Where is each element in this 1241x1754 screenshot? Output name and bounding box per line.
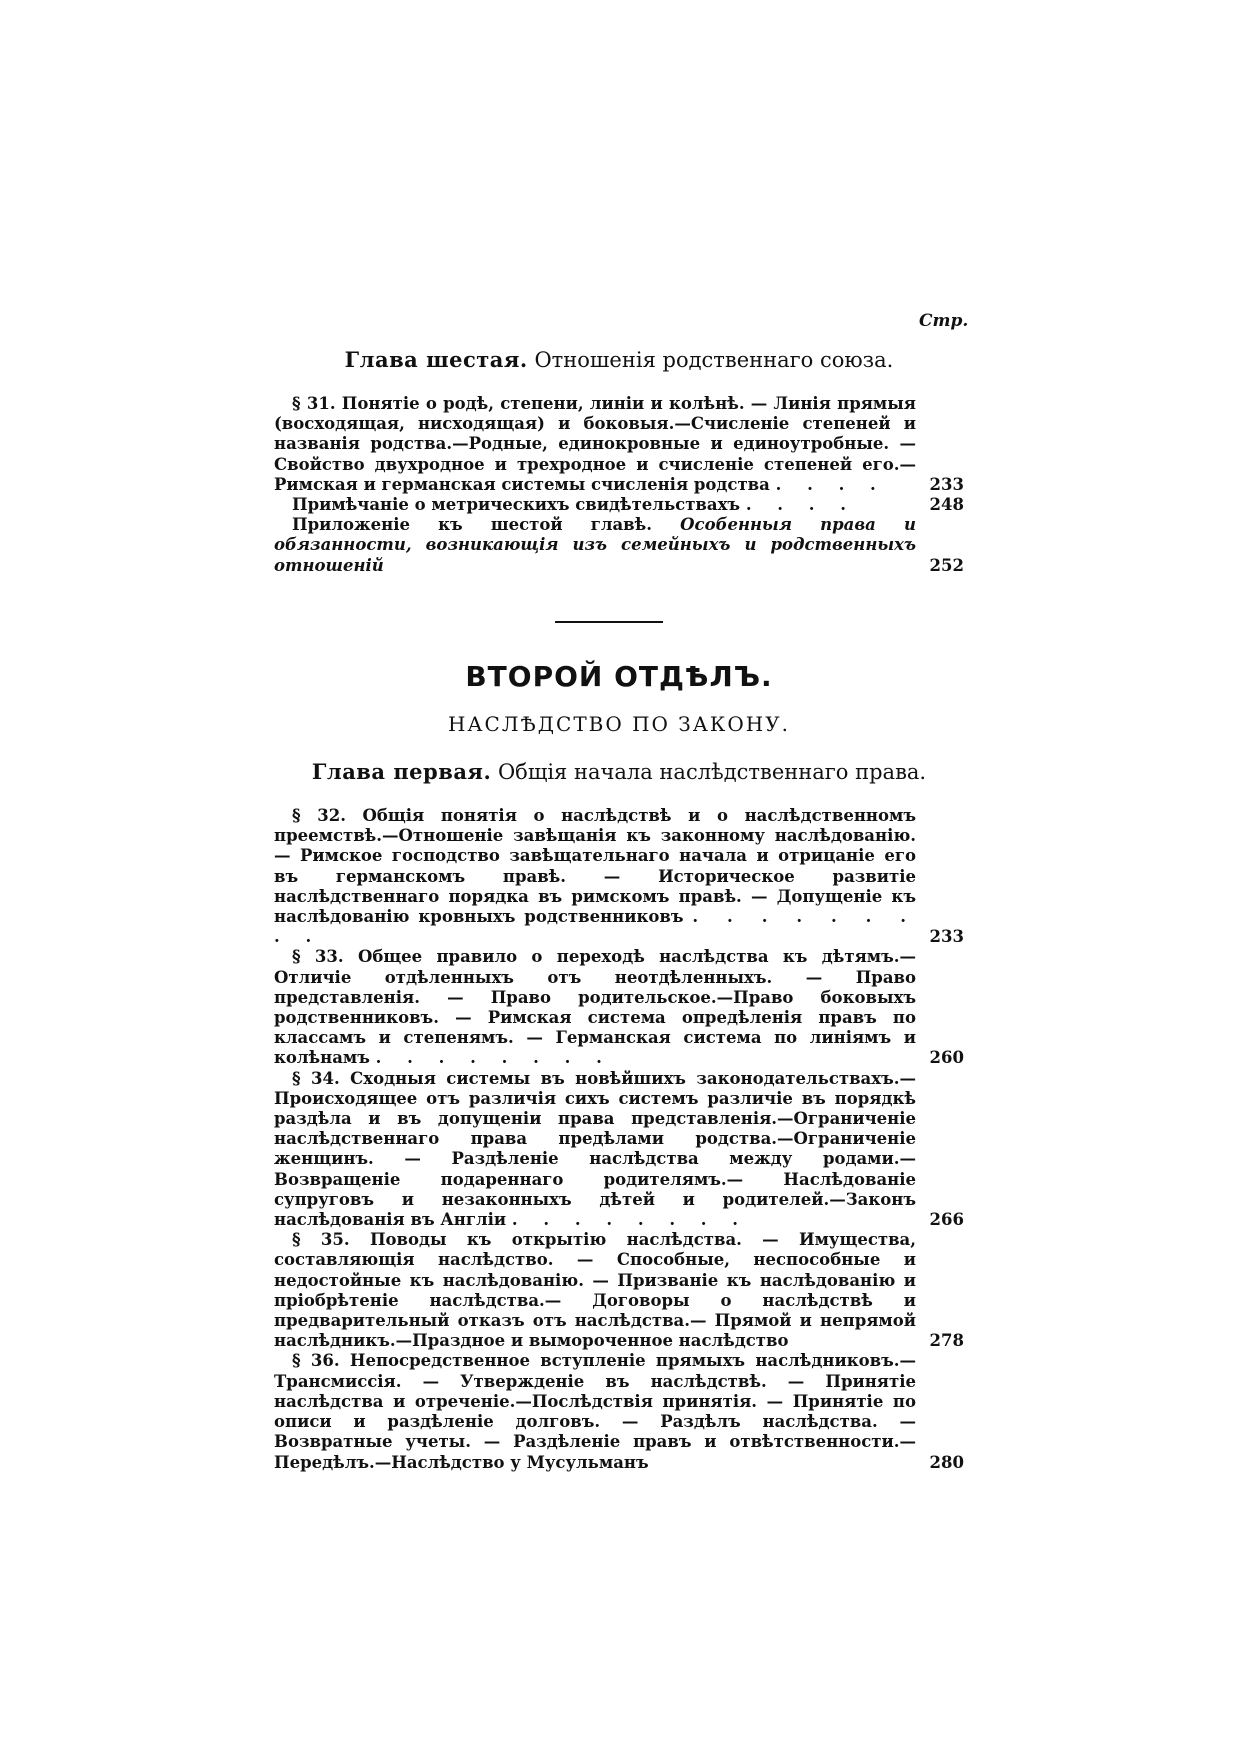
- toc-entry-page: 260: [929, 1048, 964, 1068]
- toc-entry-page: 266: [929, 1210, 964, 1230]
- chapter6-heading-rest: Отношенія родственнаго союза.: [534, 348, 894, 372]
- toc-entry: § 33. Общее правило о переходѣ наслѣдства къ дѣтямъ.—Отличіе отдѣленныхъ отъ неотдѣленныхъ. — Право представленія. — Право родительское.—Право боковыхъ родственниковъ. — Римская система опредѣленія правъ по классамъ и степенямъ. — Германская система по линіямъ и колѣнамъ . . . . . . . . 260: [274, 947, 964, 1068]
- toc-entry-text: Примѣчаніе о метрическихъ свидѣтельствахъ: [292, 495, 741, 515]
- toc-entry: Примѣчаніе о метрическихъ свидѣтельствахъ . . . . 248: [292, 495, 964, 515]
- toc-entry-page: 278: [929, 1331, 964, 1351]
- toc-entry-italic: Особенныя права и обязанности, возникающія изъ семейныхъ и родственныхъ отношеній: [274, 515, 917, 575]
- page-column-label: Стр.: [919, 311, 969, 331]
- toc-entry-page: 248: [929, 495, 964, 515]
- chapter6-entries: [274, 394, 964, 576]
- toc-entry-text: § 32. Общія понятія о наслѣдствѣ и о наслѣдственномъ преемствѣ.—Отношеніе завѣщанія къ законному наслѣдованію. — Римское господство завѣщательнаго начала и отрицаніе его въ германскомъ правѣ. — Историческое развитіе наслѣдственнаго порядка въ римскомъ правѣ. — Допущеніе къ наслѣдованію кровныхъ родственниковъ: [274, 806, 916, 927]
- toc-entry: § 32. Общія понятія о наслѣдствѣ и о наслѣдственномъ преемствѣ.—Отношеніе завѣщанія къ законному наслѣдованію. — Римское господство завѣщательнаго начала и отрицаніе его въ германскомъ правѣ. — Историческое развитіе наслѣдственнаго порядка въ римскомъ правѣ. — Допущеніе къ наслѣдованію кровныхъ родственниковъ . . . . . . . . . 233: [274, 806, 964, 947]
- toc-entry: [274, 1230, 964, 1351]
- toc-entry-text: § 35. Поводы къ открытію наслѣдства. — Имущества, составляющія наслѣдство. — Способные, неспособные и недостойные къ наслѣдованію. — Призваніе къ наслѣдованію и пріобрѣтеніе наслѣдства.— Договоры о наслѣдствѣ и предварительный отказъ отъ наслѣдства.— Прямой и непрямой наслѣдникъ.—Праздное и вымороченное наслѣдство: [274, 1230, 916, 1351]
- toc-entry: § 34. Сходныя системы въ новѣйшихъ законодательствахъ.—Происходящее отъ различія сихъ системъ различіе въ порядкѣ раздѣла и въ допущеніи права представленія.—Ограниченіе наслѣдственнаго права предѣлами родства.—Ограниченіе женщинъ. — Раздѣленіе наслѣдства между родами.—Возвращеніе подареннаго родителямъ.— Наслѣдованіе супруговъ и незаконныхъ дѣтей и родителей.—Законъ наслѣдованія въ Англіи . . . . . . . . 266: [274, 1068, 964, 1230]
- chapter6-heading-bold: Глава шестая.: [344, 347, 528, 372]
- toc-entry-page: 233: [929, 927, 964, 947]
- toc-entry-text: § 31. Понятіе о родѣ, степени, линіи и колѣнѣ. — Линія прямыя (восходящая, нисходящая) и боковыя.—Счисленіе степеней и названія родства.—Родные, единокровные и единоутробные. — Свойство двухродное и трехродное и счисленіе степеней его.—Римская и германская системы счисленія родства: [274, 394, 916, 494]
- toc-entry: [274, 515, 964, 576]
- section2-title: ВТОРОЙ ОТДѢЛЪ.: [465, 660, 773, 693]
- chapter1-heading-rest: Общія начала наслѣдственнаго права.: [497, 760, 927, 784]
- toc-entry-text: § 34. Сходныя системы въ новѣйшихъ законодательствахъ.—Происходящее отъ различія сихъ системъ различіе въ порядкѣ раздѣла и въ допущеніи права представленія.—Ограниченіе наслѣдственнаго права предѣлами родства.—Ограниченіе женщинъ. — Раздѣленіе наслѣдства между родами.—Возвращеніе подареннаго родителямъ.— Наслѣдованіе супруговъ и незаконныхъ дѣтей и родителей.—Законъ наслѣдованія въ Англіи: [274, 1068, 916, 1230]
- section-divider: [555, 621, 663, 623]
- chapter1-heading: [274, 758, 964, 786]
- toc-entry-page: 252: [929, 555, 964, 575]
- toc-entry: [274, 1351, 964, 1472]
- toc-entry-text: Приложеніе къ шестой главѣ.: [292, 515, 652, 535]
- chapter6-heading: [274, 346, 964, 374]
- section2-subtitle: НАСЛѢДСТВО ПО ЗАКОНУ.: [447, 712, 791, 736]
- toc-entry: § 31. Понятіе о родѣ, степени, линіи и колѣнѣ. — Линія прямыя (восходящая, нисходящая) и боковыя.—Счисленіе степеней и названія родства.—Родные, единокровные и единоутробные. — Свойство двухродное и трехродное и счисленіе степеней его.—Римская и германская системы счисленія родства . . . . 233: [274, 394, 964, 494]
- toc-entry-page: 280: [929, 1452, 964, 1472]
- toc-entry-text: § 33. Общее правило о переходѣ наслѣдства къ дѣтямъ.—Отличіе отдѣленныхъ отъ неотдѣленныхъ. — Право представленія. — Право родительское.—Право боковыхъ родственниковъ. — Римская система опредѣленія правъ по классамъ и степенямъ. — Германская система по линіямъ и колѣнамъ: [274, 947, 916, 1068]
- toc-entry-page: 233: [929, 474, 964, 494]
- chapter1-heading-bold: Глава первая.: [311, 759, 492, 784]
- chapter1-entries: [274, 806, 964, 1473]
- toc-entry-text: § 36. Непосредственное вступленіе прямыхъ наслѣдниковъ.—Трансмиссія. — Утвержденіе въ наслѣдствѣ. — Принятіе наслѣдства и отреченіе.—Послѣдствія принятія. — Принятіе по описи и раздѣленіе долговъ. — Раздѣлъ наслѣдства. — Возвратные учеты. — Раздѣленіе правъ и отвѣтственности.—Передѣлъ.—Наслѣдство у Мусульманъ: [274, 1351, 916, 1472]
